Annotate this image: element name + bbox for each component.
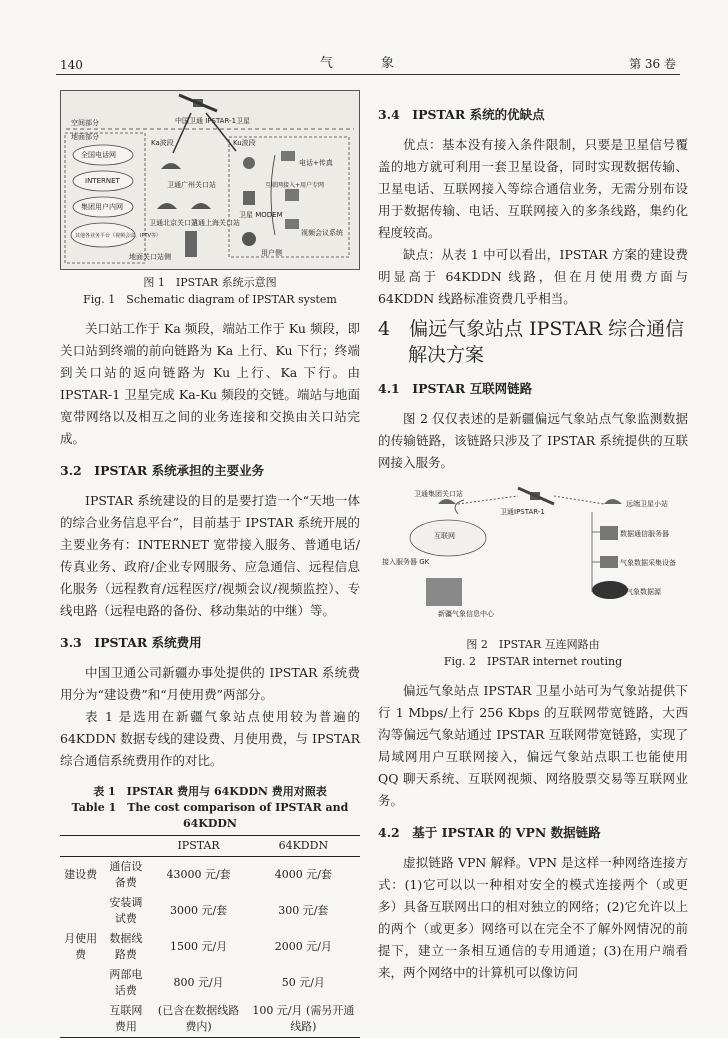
label-other: 其他各业务平台（视频会议、IPTV等） (75, 233, 161, 239)
satellite-icon (518, 488, 554, 504)
label-pstn: 全国电话网 (81, 151, 116, 159)
volume-label: 第 36 卷 (629, 57, 676, 71)
figure-1 (60, 90, 360, 270)
section-heading-4-1: 4.1 IPSTAR 互联网链路 (378, 381, 533, 396)
figure-2-caption-en: Fig. 2 IPSTAR internet routing (443, 655, 623, 668)
server-rack-icon (185, 231, 197, 257)
section-heading-4: 4 偏远气象站点 IPSTAR 综合通信解决方案 (378, 318, 685, 366)
user-icon (242, 232, 256, 246)
cell-item: 数据线路费 (109, 932, 143, 961)
paragraph: 表 1 是选用在新疆气象站点使用较为普遍的 64KDDN 数据专线的建设费、月使用费，与 IPSTAR 综合通信系统费用作的对比。 (60, 709, 360, 768)
table-row (60, 893, 360, 929)
label-gw-side: 地面关口站侧 (129, 253, 171, 261)
table-1-title-cn: 表 1 IPSTAR 费用与 64KDDN 费用对照表 (93, 785, 327, 798)
left-column (60, 90, 360, 1038)
label-satellite-2: 卫通IPSTAR-1 (500, 508, 545, 516)
table-row (60, 965, 360, 1001)
paragraph: 优点：基本没有接入条件限制，只要是卫星信号覆盖的地方就可利用一套卫星设备，同时实现数据传输、卫星电话、互联网接入等综合通信业务，无需分别布设用于数据传输、电话、互联网接入的多条线路，集约化程度较高。 (378, 137, 688, 240)
ipstar-system-diagram (61, 91, 359, 269)
label-collector: 气象数据采集设备 (620, 559, 676, 567)
cell-ddn: 2000 元/月 (274, 940, 332, 953)
figure-2-caption-cn: 图 2 IPSTAR 互连网路由 (466, 638, 600, 651)
table-1 (60, 784, 360, 1038)
label-gw-sh: 卫通上海关口站 (191, 219, 240, 227)
label-ku: Ku波段 (233, 139, 256, 147)
table-row (60, 857, 360, 894)
label-user-side: 用户侧 (261, 249, 282, 257)
page-number: 140 (60, 58, 83, 72)
paragraph: 中国卫通公司新疆办事处提供的 IPSTAR 系统费用分为“建设费”和“月使用费”两部分。 (60, 665, 360, 702)
label-gateway: 卫通集团关口站 (414, 490, 463, 498)
paragraph: 偏远气象站点 IPSTAR 卫星小站可为气象站提供下行 1 Mbps/上行 256 Kbps 的互联网带宽链路，大西沟等偏远气象站通过 IPSTAR 互联网带宽链路，实现了局域网用户互联网接入，偏远气象站点职工也能使用 QQ 聊天系统、互联网视频、网络股票交易等互联网业务。 (378, 683, 688, 808)
table-1-title-en: Table 1 The cost comparison of IPSTAR and 64KDDN (71, 801, 349, 830)
label-internet: INTERNET (85, 177, 120, 185)
label-ka: Ka波段 (151, 139, 174, 147)
figure-1-caption (60, 274, 360, 308)
group-build: 建设费 (64, 868, 98, 881)
cell-ddn: 300 元/套 (278, 904, 329, 917)
running-header (56, 52, 680, 75)
paragraph: 虚拟链路 VPN 解释。VPN 是这样一种网络连接方式：(1)它可以以一种相对安全的模式连接两个（或更多）具备互联网出口的相对独立的网络；(2)它允许以上的两个（或更多）网络可以在完全不了解外网情况的前提下，建立一条相互通信的专用通道；(3)在用户端看来，两个网络中的计算机可以像访问 (378, 855, 688, 980)
label-satellite: 中国卫通 IPSTAR-1卫星 (175, 117, 251, 125)
label-server: 数据通信服务器 (620, 530, 669, 538)
paragraph: 关口站工作于 Ka 频段，端站工作于 Ku 频段，即关口站到终端的前向链路为 Ka 上行、Ku 下行；终端到关口站的返向链路为 Ku 上行、Ka 下行。由 IPSTAR-1 卫星完成 Ka-Ku 频段的交链。端站与地面宽带网络以及相互之间的业务连接和交换由关口站完成。 (60, 321, 360, 446)
cell-ipstar: 3000 元/套 (169, 904, 228, 917)
cell-ipstar: 800 元/月 (173, 976, 224, 989)
satellite-dish-icon (438, 499, 456, 504)
cell-item: 互联网费用 (109, 1004, 143, 1033)
label-center: 新疆气象信息中心 (438, 610, 494, 618)
section-heading-4-2: 4.2 基于 IPSTAR 的 VPN 数据链路 (378, 825, 601, 840)
paragraph: 图 2 仅仅表述的是新疆偏远气象站点气象监测数据的传输链路，该链路只涉及了 IPSTAR 系统提供的互联网接入服务。 (378, 411, 688, 470)
label-phone: 电话+传真 (299, 159, 333, 167)
col-ipstar: IPSTAR (177, 839, 220, 852)
building-icon (426, 578, 462, 606)
label-net-private: 互联网接入+用户专网 (265, 182, 325, 189)
paragraph: IPSTAR 系统建设的目的是要打造一个“天地一体的综合业务信息平台”，目前基于 IPSTAR 系统开展的主要业务有：INTERNET 宽带接入服务、普通电话/传真业务、政府/企业专网服务、应急通信、远程信息化服务（远程教育/远程医疗/视频会议/视频监控）、专线电路（远程电路的备份、移动集站的中继）等。 (60, 493, 360, 618)
label-gw-bj: 卫通北京关口站 (149, 219, 198, 227)
cost-table (60, 835, 360, 1038)
label-remote: 远端卫星小站 (626, 500, 668, 508)
table-row (60, 1001, 360, 1038)
figure-1-caption-cn: 图 1 IPSTAR 系统示意图 (143, 276, 277, 289)
group-month: 月使用费 (64, 932, 98, 961)
figure-1-caption-en: Fig. 1 Schematic diagram of IPSTAR system (83, 293, 337, 306)
cell-ddn: 50 元/月 (281, 976, 325, 989)
journal-title: 气 象 (319, 56, 417, 71)
label-modem: 卫星 MODEM (239, 211, 283, 219)
cell-item: 安装调试费 (109, 896, 143, 925)
label-ground: 地面部分 (71, 133, 99, 141)
data-cloud-icon (592, 581, 628, 599)
section-heading-3-4: 3.4 IPSTAR 系统的优缺点 (378, 107, 545, 122)
label-gw-gz: 卫通广州关口站 (167, 181, 216, 189)
ipstar-routing-diagram (378, 482, 688, 632)
col-64kddn: 64KDDN (278, 839, 329, 852)
modem-icon (243, 157, 255, 169)
figure-2-caption (378, 636, 688, 670)
label-space: 空间部分 (71, 119, 99, 127)
right-column (378, 90, 688, 984)
satellite-icon (179, 95, 217, 111)
paragraph: 缺点：从表 1 中可以看出，IPSTAR 方案的建设费明显高于 64KDDN 线路，但在月使用费方面与 64KDDN 线路标准资费几乎相当。 (378, 247, 688, 306)
label-group: 集团用户内网 (81, 203, 123, 211)
section-heading-3-3: 3.3 IPSTAR 系统费用 (60, 635, 202, 650)
cell-ipstar: 1500 元/月 (169, 940, 228, 953)
cell-ipstar: 43000 元/套 (166, 868, 231, 881)
label-gk: 接入服务器 GK (382, 558, 430, 566)
cell-item: 两部电话费 (109, 968, 143, 997)
label-video: 视频会议系统 (301, 229, 343, 237)
cell-ddn: 100 元/月 (需另开通线路) (252, 1004, 355, 1033)
server-icon (600, 526, 618, 540)
label-cloud: 气象数据源 (626, 588, 661, 596)
table-row (60, 929, 360, 965)
cell-item: 通信设备费 (109, 860, 143, 889)
figure-2 (378, 482, 688, 632)
label-internet-2: 互联网 (434, 532, 455, 540)
section-heading-3-2: 3.2 IPSTAR 系统承担的主要业务 (60, 463, 265, 478)
cell-ddn: 4000 元/套 (274, 868, 332, 881)
cell-ipstar: (已含在数据线路费内) (157, 1004, 240, 1033)
